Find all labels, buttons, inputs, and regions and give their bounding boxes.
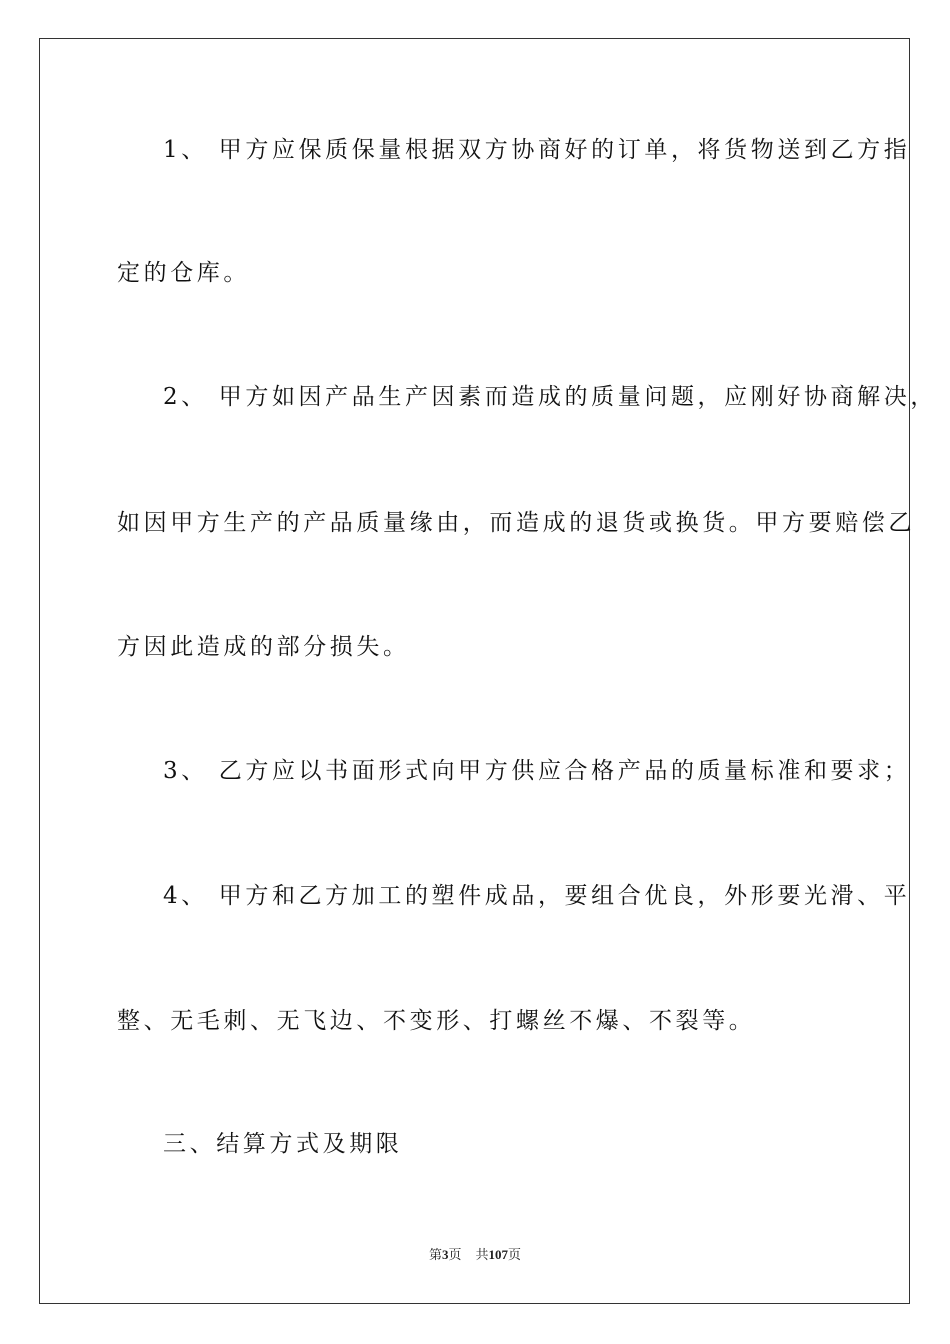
page-prefix: 第 [428,1247,442,1262]
paragraph-2-line-2: 如因甲方生产的产品质量缘由，而造成的退货或换货。甲方要赔偿乙 [117,510,915,536]
paragraph-1-line-2: 定的仓库。 [117,260,250,286]
total-prefix: 共 [475,1247,489,1262]
page-frame [39,38,910,1304]
page-suffix: 页 [448,1247,462,1262]
paragraph-2-line-1: 2、 甲方如因产品生产因素而造成的质量问题，应刚好协商解决， [163,384,937,410]
paragraph-4-line-1: 4、 甲方和乙方加工的塑件成品，要组合优良，外形要光滑、平 [163,883,911,909]
paragraph-1-line-1: 1、 甲方应保质保量根据双方协商好的订单，将货物送到乙方指 [163,137,911,163]
paragraph-2-line-3: 方因此造成的部分损失。 [117,634,410,660]
total-pages: 107 [488,1247,509,1262]
page-footer [0,1246,950,1264]
paragraph-4-line-2: 整、无毛刺、无飞边、不变形、打螺丝不爆、不裂等。 [117,1008,756,1034]
total-suffix: 页 [508,1247,522,1262]
section-heading: 三、结算方式及期限 [163,1131,403,1157]
page-number: 3 [441,1247,449,1262]
paragraph-3-line-1: 3、 乙方应以书面形式向甲方供应合格产品的质量标准和要求； [163,758,911,784]
